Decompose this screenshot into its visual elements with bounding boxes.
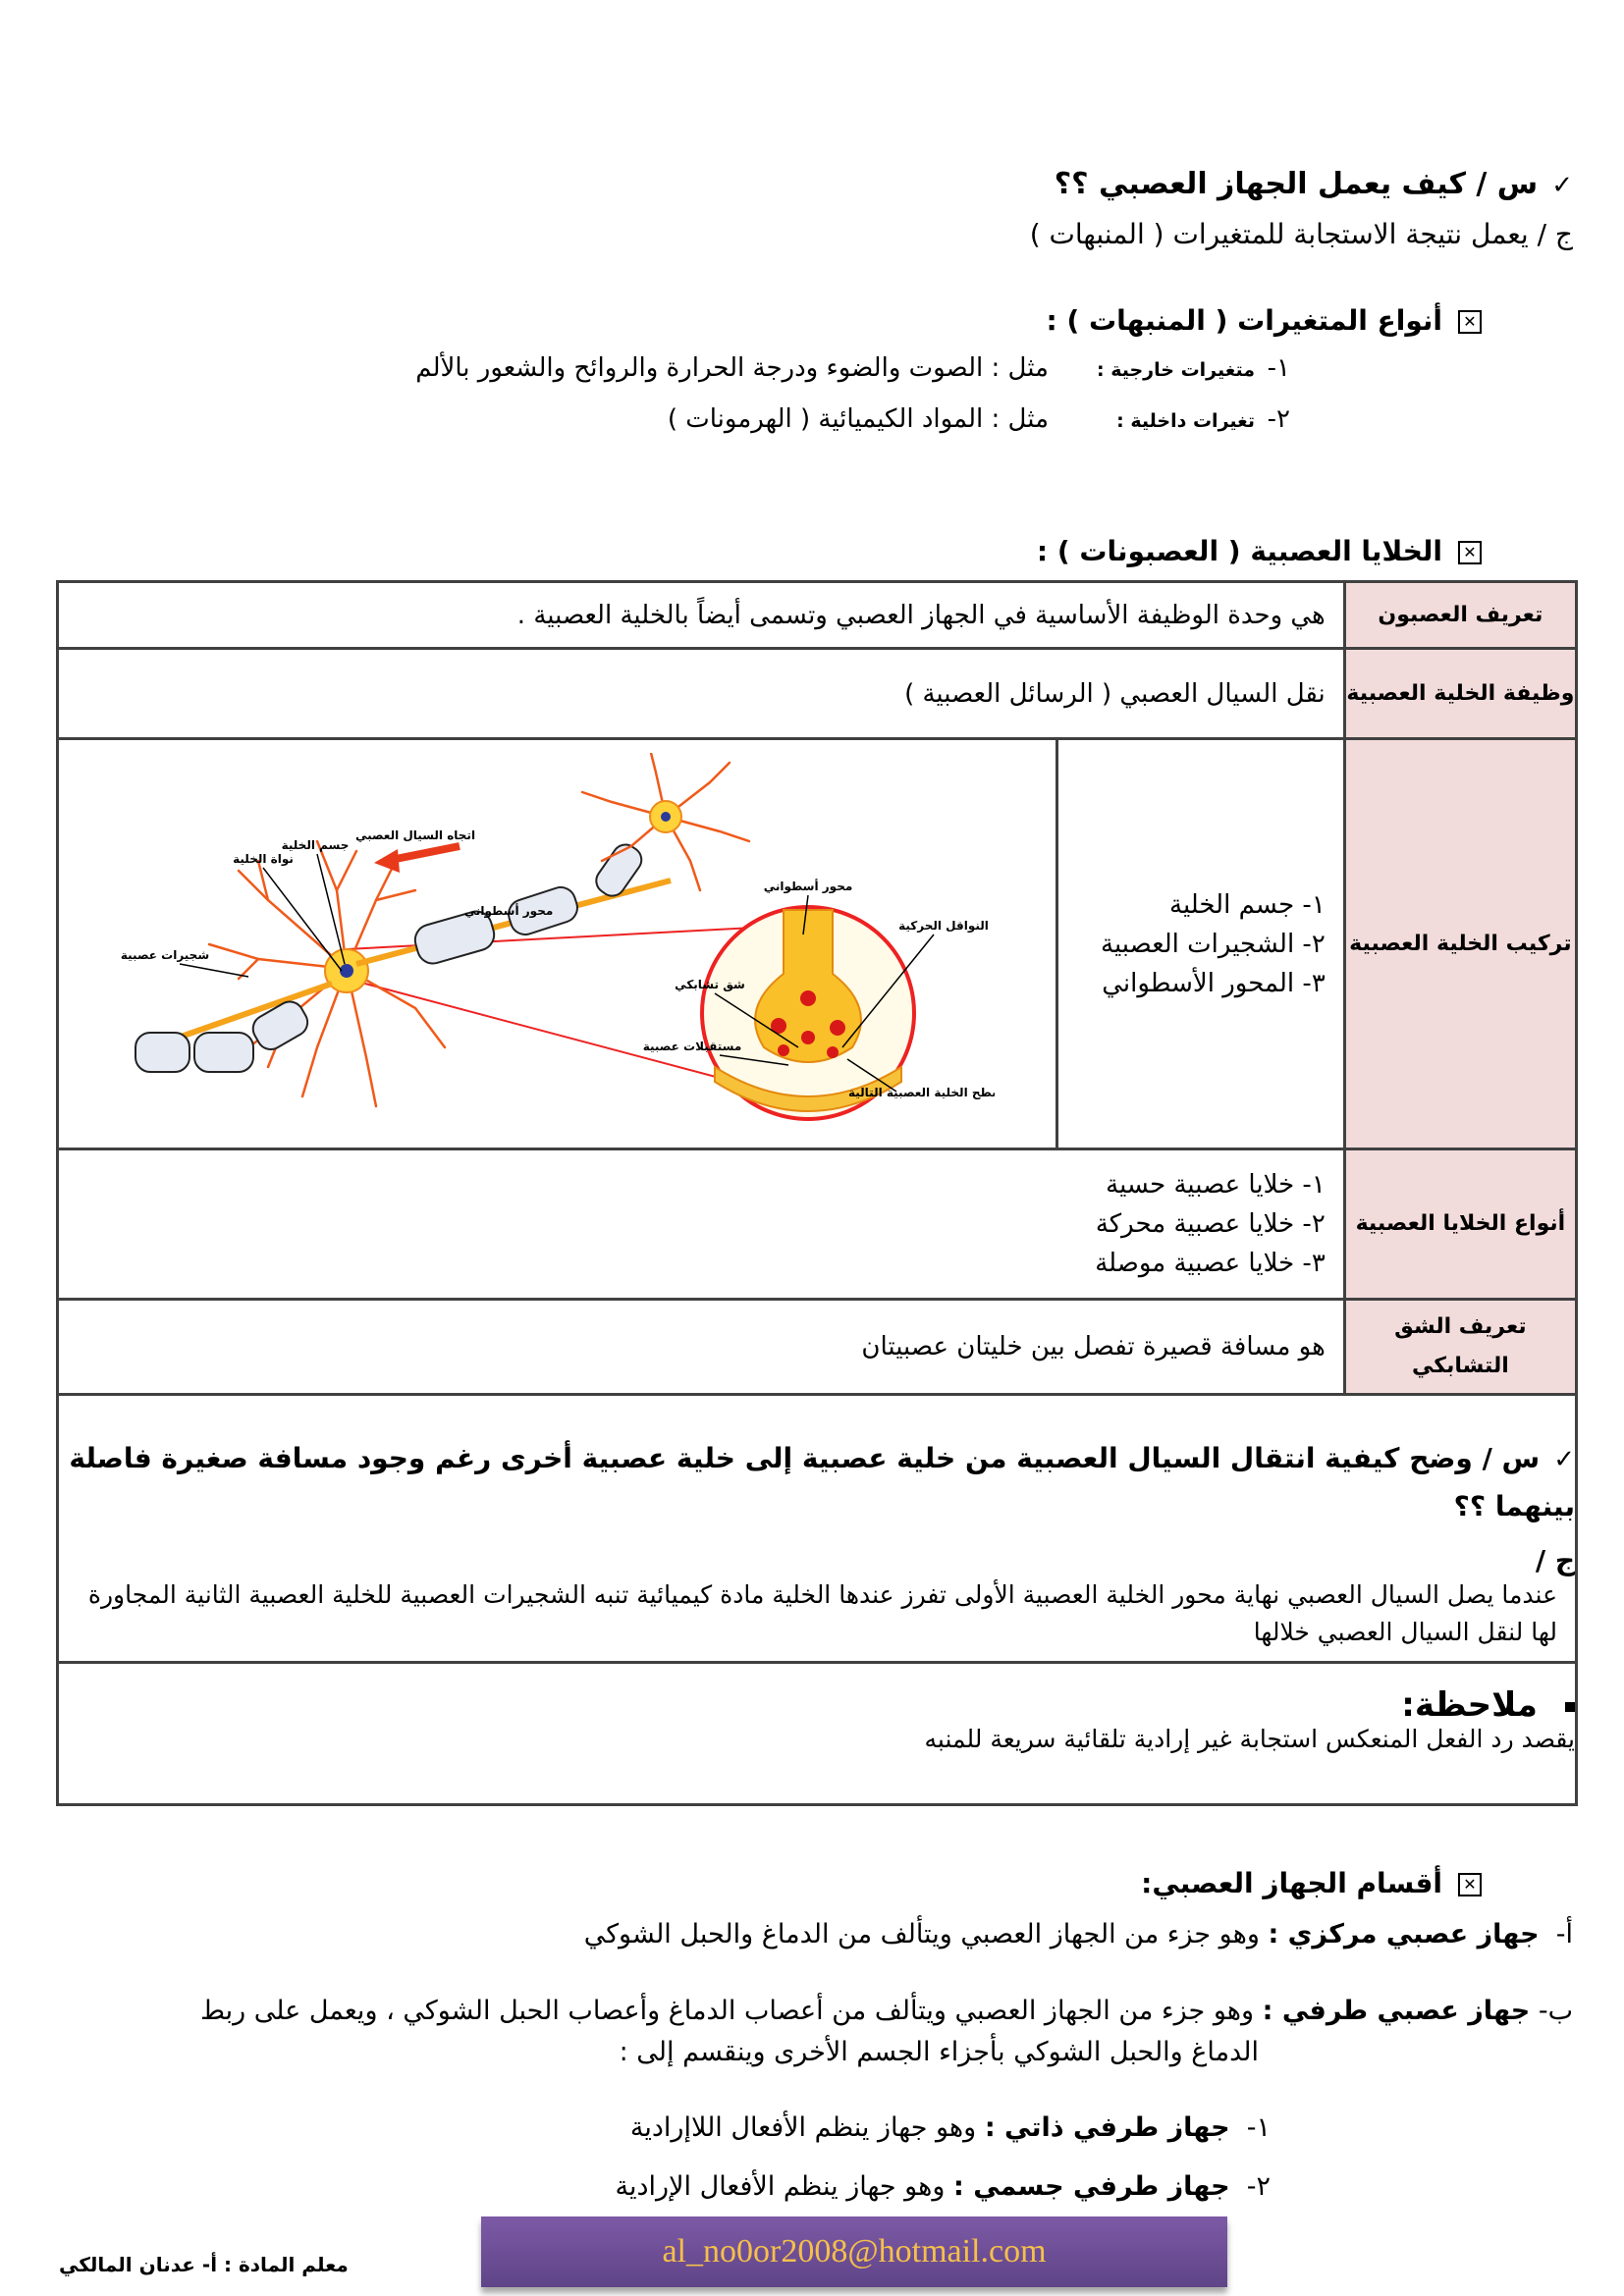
boxed-x-icon: ✕ xyxy=(1458,1873,1482,1896)
answer-1: ج / يعمل نتيجة الاستجابة للمتغيرات ( المنبهات ) xyxy=(1029,218,1573,250)
boxed-x-icon: ✕ xyxy=(1458,541,1482,564)
neuron-diagram-cell xyxy=(58,739,1057,1149)
check-icon: ✓ xyxy=(1551,171,1573,200)
footer-email-banner: al_no0or2008@hotmail.com xyxy=(481,2216,1227,2287)
neurons-heading: ✕الخلايا العصبية ( العصبونات ) : xyxy=(500,535,1482,567)
label-dendrites: شجيرات عصبية xyxy=(120,947,209,962)
division-autonomic: ١- جهاز طرفي ذاتي : وهو جهاز ينظم الأفعال اللاإرادية xyxy=(629,2112,1271,2143)
table-row xyxy=(58,1300,1577,1395)
row-value: هي وحدة الوظيفة الأساسية في الجهاز العصبي وتسمى أيضاً بالخلية العصبية . xyxy=(58,582,1345,649)
row-label: تعريف العصبون xyxy=(1344,582,1576,649)
label-next-cell-surface: سطح الخلية العصبية التالية xyxy=(847,1085,995,1099)
neuron-diagram xyxy=(121,753,995,1136)
label-cell-body: جسم الخلية xyxy=(281,837,350,852)
label-impulse-direction: اتجاه السيال العصبي xyxy=(354,828,475,842)
check-icon: ✓ xyxy=(1553,1445,1575,1474)
label-nucleus: نواة الخلية xyxy=(232,851,294,866)
table-row xyxy=(58,649,1577,739)
label-synaptic-cleft: شق تشابكي xyxy=(674,977,745,991)
label-vesicles: النواقل الحركية xyxy=(897,918,989,933)
row-label: وظيفة الخلية العصبية xyxy=(1344,649,1576,739)
structure-list: ١- جسم الخلية ٢- الشجيرات العصبية ٣- المحور الأسطواني xyxy=(1057,739,1345,1149)
row-label: تركيب الخلية العصبية xyxy=(1344,739,1576,1149)
question-1 xyxy=(100,167,1573,201)
table-row xyxy=(58,739,1577,1149)
table-row xyxy=(58,1395,1577,1663)
types-list: ١- خلايا عصبية حسية ٢- خلايا عصبية محركة ٣- خلايا عصبية موصلة xyxy=(58,1149,1345,1300)
division-somatic: ٢- جهاز طرفي جسمي : وهو جهاز ينظم الأفعال الإرادية xyxy=(615,2171,1271,2202)
table-row xyxy=(58,582,1577,649)
row-value: نقل السيال العصبي ( الرسائل العصبية ) xyxy=(58,649,1345,739)
division-central: أ- جهاز عصبي مركزي : وهو جزء من الجهاز العصبي ويتألف من الدماغ والحبل الشوكي xyxy=(583,1919,1573,1949)
row-value: هو مسافة قصيرة تفصل بين خليتان عصبيتان xyxy=(58,1300,1345,1395)
table-row xyxy=(58,1663,1577,1805)
answer-2: عندما يصل السيال العصبي نهاية محور الخلية العصبية الأولى تفرز عندها الخلية مادة كيميائية تنبه الشجيرات العصبية للخلية العصبية الثانية المجاورة لها لنقل السيال العصبي خلالها xyxy=(87,1580,1557,1646)
note-heading: ملاحظة: xyxy=(59,1664,1575,1725)
question-2: ✓س / وضح كيفية انتقال السيال العصبية من خلية عصبية إلى خلية عصبية أخرى رغم وجود مسافة صغيرة فاصلة بينهما ؟؟ xyxy=(69,1442,1575,1522)
division-peripheral: ب- جهاز عصبي طرفي : وهو جزء من الجهاز العصبي ويتألف من أعصاب الدماغ وأعصاب الحبل الشوكي ، ويعمل على ربط الدماغ والحبل الشوكي بأجزاء الجسم الأخرى وينقسم إلى : xyxy=(199,1996,1573,2067)
boxed-x-icon: ✕ xyxy=(1458,310,1482,334)
table-row xyxy=(58,1149,1577,1300)
note-text: يقصد رد الفعل المنعكس استجابة غير إرادية تلقائية سريعة للمنبه xyxy=(924,1725,1575,1753)
stimuli-type-external: ١-متغيرات خارجية :مثل : الصوت والضوء ودرجة الحرارة والروائح والشعور بالألم xyxy=(415,353,1290,383)
footer-teacher: معلم المادة : أ- عدنان المالكي xyxy=(59,2253,349,2276)
neurons-table xyxy=(56,580,1578,1806)
note-cell xyxy=(58,1663,1577,1805)
square-bullet-icon xyxy=(1565,1702,1575,1712)
question-1-text: س / كيف يعمل الجهاز العصبي ؟؟ xyxy=(1054,167,1539,201)
row-label: أنواع الخلايا العصبية xyxy=(1344,1149,1576,1300)
stimuli-types-heading: ✕أنواع المتغيرات ( المنبهات ) : xyxy=(205,304,1482,337)
label-receptors: مستقبلات عصبية xyxy=(642,1039,741,1053)
answer-2-marker: ج / xyxy=(1535,1544,1575,1576)
divisions-heading: ✕أقسام الجهاز العصبي: xyxy=(598,1867,1482,1899)
label-axon-2: محور أسطواني xyxy=(763,879,852,893)
label-axon-1: محور أسطواني xyxy=(463,903,553,918)
row-label: تعريف الشق التشابكي xyxy=(1344,1300,1576,1395)
question-2-cell xyxy=(58,1395,1577,1663)
stimuli-type-internal: ٢-تغيرات داخلية :مثل : المواد الكيميائية ( الهرمونات ) xyxy=(667,404,1290,434)
